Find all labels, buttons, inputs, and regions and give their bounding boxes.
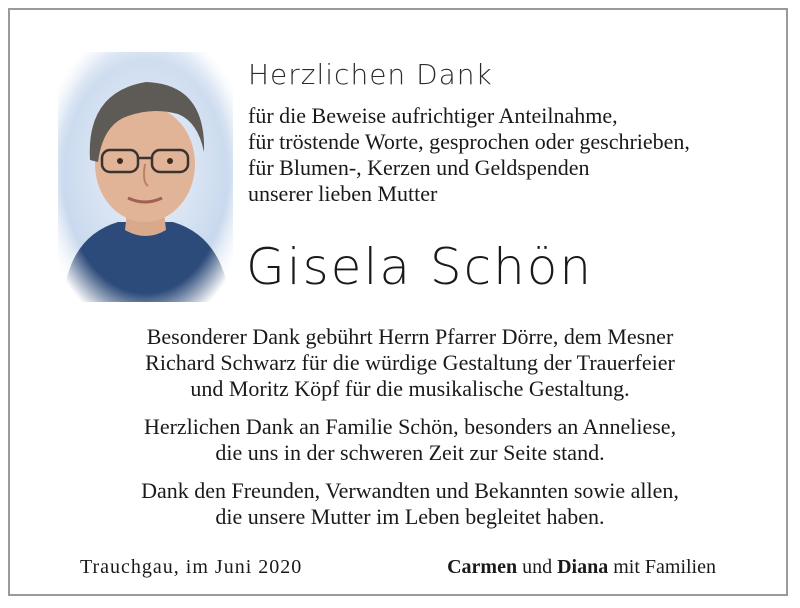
obituary-frame bbox=[8, 8, 788, 596]
paragraph-friends-thanks bbox=[30, 478, 790, 530]
place-date: Trauchgau, im Juni 2020 bbox=[80, 556, 303, 578]
portrait-illustration bbox=[58, 52, 233, 302]
paragraph-line: die uns in der schweren Zeit zur Seite stand. bbox=[215, 440, 605, 465]
intro-text bbox=[248, 103, 690, 207]
signature-suffix: mit Familien bbox=[613, 556, 716, 578]
paragraph-special-thanks bbox=[30, 324, 790, 402]
paragraph-line: und Moritz Köpf für die musikalische Gestaltung. bbox=[190, 376, 630, 401]
paragraph-line: die unsere Mutter im Leben begleitet haben. bbox=[215, 504, 605, 529]
intro-line: unserer lieben Mutter bbox=[248, 181, 438, 206]
paragraph-line: Richard Schwarz für die würdige Gestaltung der Trauerfeier bbox=[145, 350, 675, 375]
intro-line: für tröstende Worte, gesprochen oder geschrieben, bbox=[248, 129, 690, 154]
paragraph-line: Besonderer Dank gebührt Herrn Pfarrer Dörre, dem Mesner bbox=[146, 324, 674, 349]
signature-conjunction: und bbox=[522, 556, 553, 578]
paragraph-line: Dank den Freunden, Verwandten und Bekannten sowie allen, bbox=[141, 478, 679, 503]
signer-name: Carmen bbox=[447, 556, 518, 578]
signer-name: Diana bbox=[557, 556, 609, 578]
deceased-name: Gisela Schön bbox=[246, 238, 594, 296]
portrait-photo bbox=[58, 52, 233, 302]
intro-line: für Blumen-, Kerzen und Geldspenden bbox=[248, 155, 590, 180]
signature bbox=[447, 556, 716, 579]
heading: Herzlichen Dank bbox=[248, 58, 493, 91]
intro-line: für die Beweise aufrichtiger Anteilnahme, bbox=[248, 103, 618, 128]
paragraph-family-thanks bbox=[30, 414, 790, 466]
paragraph-line: Herzlichen Dank an Familie Schön, besonders an Anneliese, bbox=[143, 414, 677, 439]
